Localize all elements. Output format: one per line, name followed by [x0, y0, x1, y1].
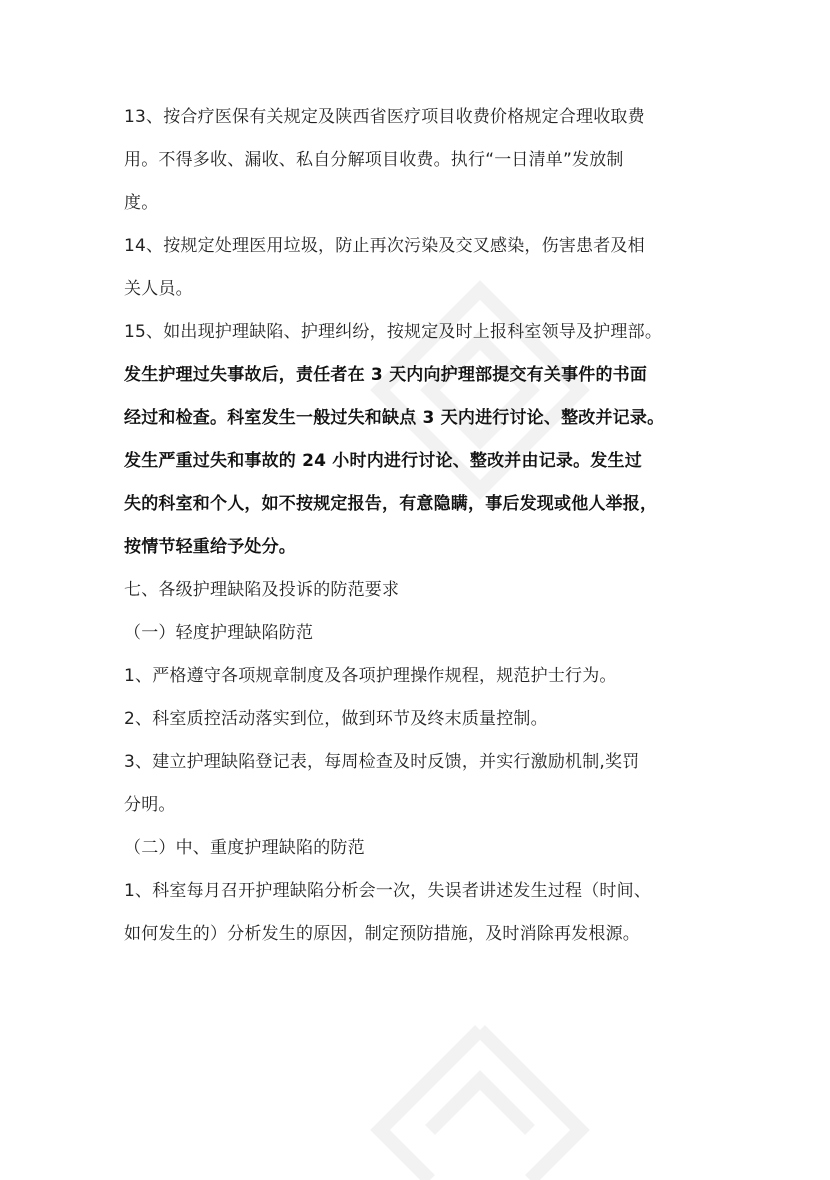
- text-line: 如何发生的）分析发生的原因，制定预防措施，及时消除再发根源。: [124, 924, 640, 944]
- paragraph-sub1-item-1: [124, 655, 724, 698]
- text-line: 1、严格遵守各项规章制度及各项护理操作规程，规范护士行为。: [124, 666, 617, 686]
- document-body: [124, 96, 724, 956]
- paragraph-sub1-item-3: [124, 741, 724, 827]
- text-line: 关人员。: [124, 279, 193, 299]
- text-line: 用。不得多收、漏收、私自分解项目收费。执行“一日清单”发放制: [124, 150, 624, 170]
- text-line: 经过和检查。科室发生一般过失和缺点 3 天内进行讨论、整改并记录。: [124, 408, 665, 428]
- text-line: 2、科室质控活动落实到位，做到环节及终末质量控制。: [124, 709, 548, 729]
- text-line: 3、建立护理缺陷登记表，每周检查及时反馈，并实行激励机制,奖罚: [124, 752, 640, 772]
- paragraph-item-13: [124, 96, 724, 225]
- section-heading-7: [124, 569, 724, 612]
- text-line: 15、如出现护理缺陷、护理纠纷，按规定及时上报科室领导及护理部。: [124, 322, 663, 342]
- paragraph-item-14: [124, 225, 724, 311]
- text-line: 度。: [124, 193, 159, 213]
- text-line: 失的科室和个人，如不按规定报告，有意隐瞒，事后发现或他人举报，: [124, 494, 658, 514]
- text-line: 分明。: [124, 795, 176, 815]
- subsection-heading-2: [124, 827, 724, 870]
- paragraph-item-15: [124, 311, 724, 354]
- paragraph-sub2-item-1: [124, 870, 724, 956]
- text-line: 14、按规定处理医用垃圾，防止再次污染及交叉感染，伤害患者及相: [124, 236, 645, 256]
- paragraph-sub1-item-2: [124, 698, 724, 741]
- text-line: 13、按合疗医保有关规定及陕西省医疗项目收费价格规定合理收取费: [124, 107, 645, 127]
- text-line: （二）中、重度护理缺陷的防范: [124, 838, 365, 858]
- watermark-logo-bottom: [360, 1010, 600, 1180]
- text-line: 发生严重过失和事故的 24 小时内进行讨论、整改并由记录。发生过: [124, 451, 642, 471]
- text-line: 按情节轻重给予处分。: [124, 537, 296, 557]
- subsection-heading-1: [124, 612, 724, 655]
- text-line: 七、各级护理缺陷及投诉的防范要求: [124, 580, 400, 600]
- text-line: （一）轻度护理缺陷防范: [124, 623, 314, 643]
- text-line: 1、科室每月召开护理缺陷分析会一次，失误者讲述发生过程（时间、: [124, 881, 652, 901]
- paragraph-item-15-detail: [124, 354, 724, 569]
- text-line: 发生护理过失事故后，责任者在 3 天内向护理部提交有关事件的书面: [124, 365, 648, 385]
